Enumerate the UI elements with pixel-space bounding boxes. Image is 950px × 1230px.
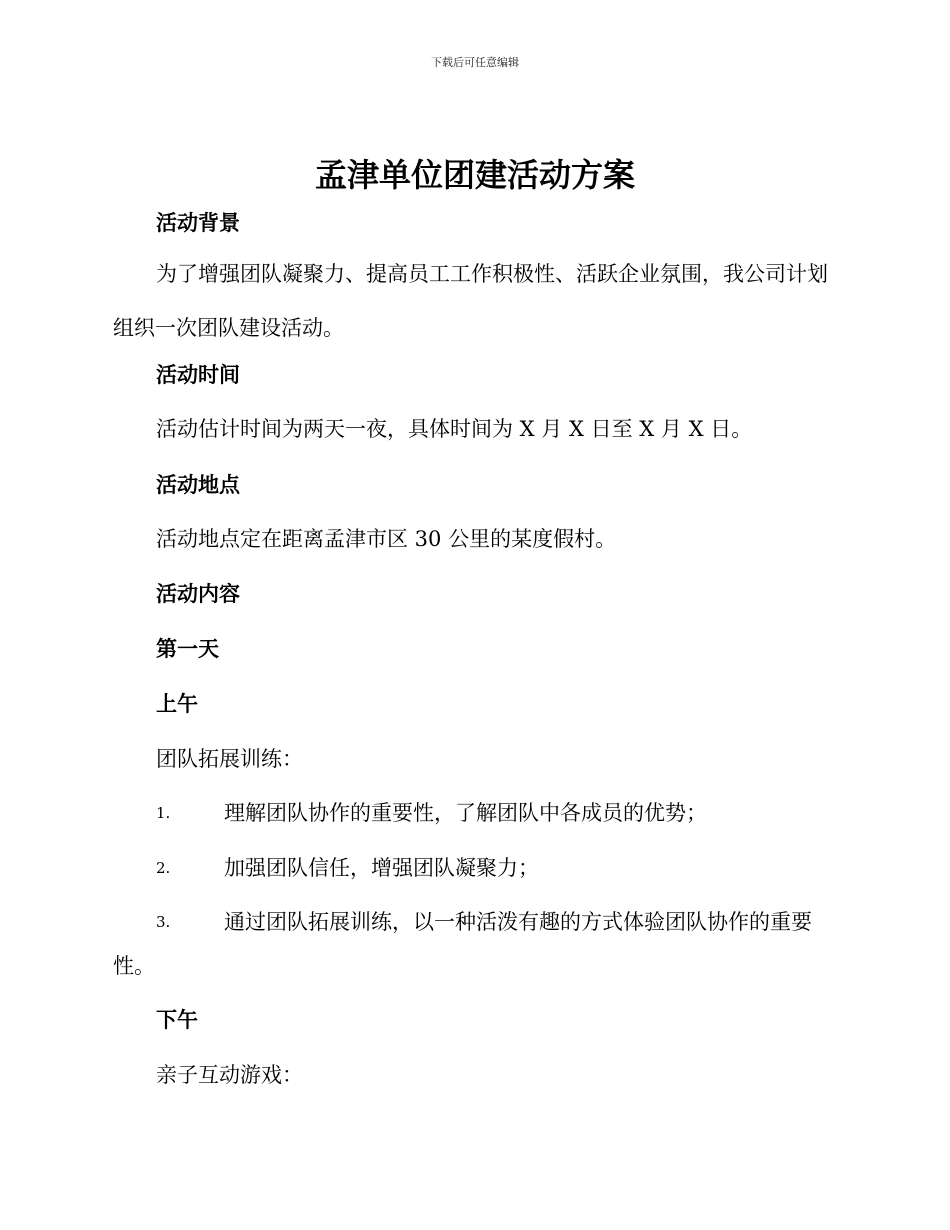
paragraph-afternoon-intro: 亲子互动游戏： [156,1063,303,1087]
list-item [156,797,707,827]
list-number: 1. [156,804,171,822]
list-number: 2. [156,859,171,877]
paragraph-morning-intro: 团队拓展训练： [156,747,303,771]
list-text: 加强团队信任，增强团队凝聚力； [224,856,539,880]
heading-afternoon: 下午 [156,1008,198,1032]
paragraph-background: 为了增强团队凝聚力、提高员工工作积极性、活跃企业氛围，我公司计划组织一次团队建设活动。 [113,262,828,340]
paragraph-place: 活动地点定在距离孟津市区 30 公里的某度假村。 [156,527,617,551]
list-item [156,906,812,936]
page-header-note: 下载后可任意编辑 [431,56,519,69]
heading-content: 活动内容 [156,582,240,606]
heading-time: 活动时间 [156,363,240,387]
list-text: 通过团队拓展训练，以一种活泼有趣的方式体验团队协作的重要 [224,910,812,934]
heading-place: 活动地点 [156,473,240,497]
list-number: 3. [156,913,171,931]
list-text: 理解团队协作的重要性，了解团队中各成员的优势； [224,801,707,825]
list-item-continuation: 性。 [113,954,155,978]
heading-morning: 上午 [156,692,198,716]
paragraph-time: 活动估计时间为两天一夜，具体时间为 X 月 X 日至 X 月 X 日。 [156,417,753,441]
heading-background: 活动背景 [156,211,240,235]
heading-day-one: 第一天 [156,637,219,661]
list-item [156,852,539,882]
document-title: 孟津单位团建活动方案 [314,156,635,194]
